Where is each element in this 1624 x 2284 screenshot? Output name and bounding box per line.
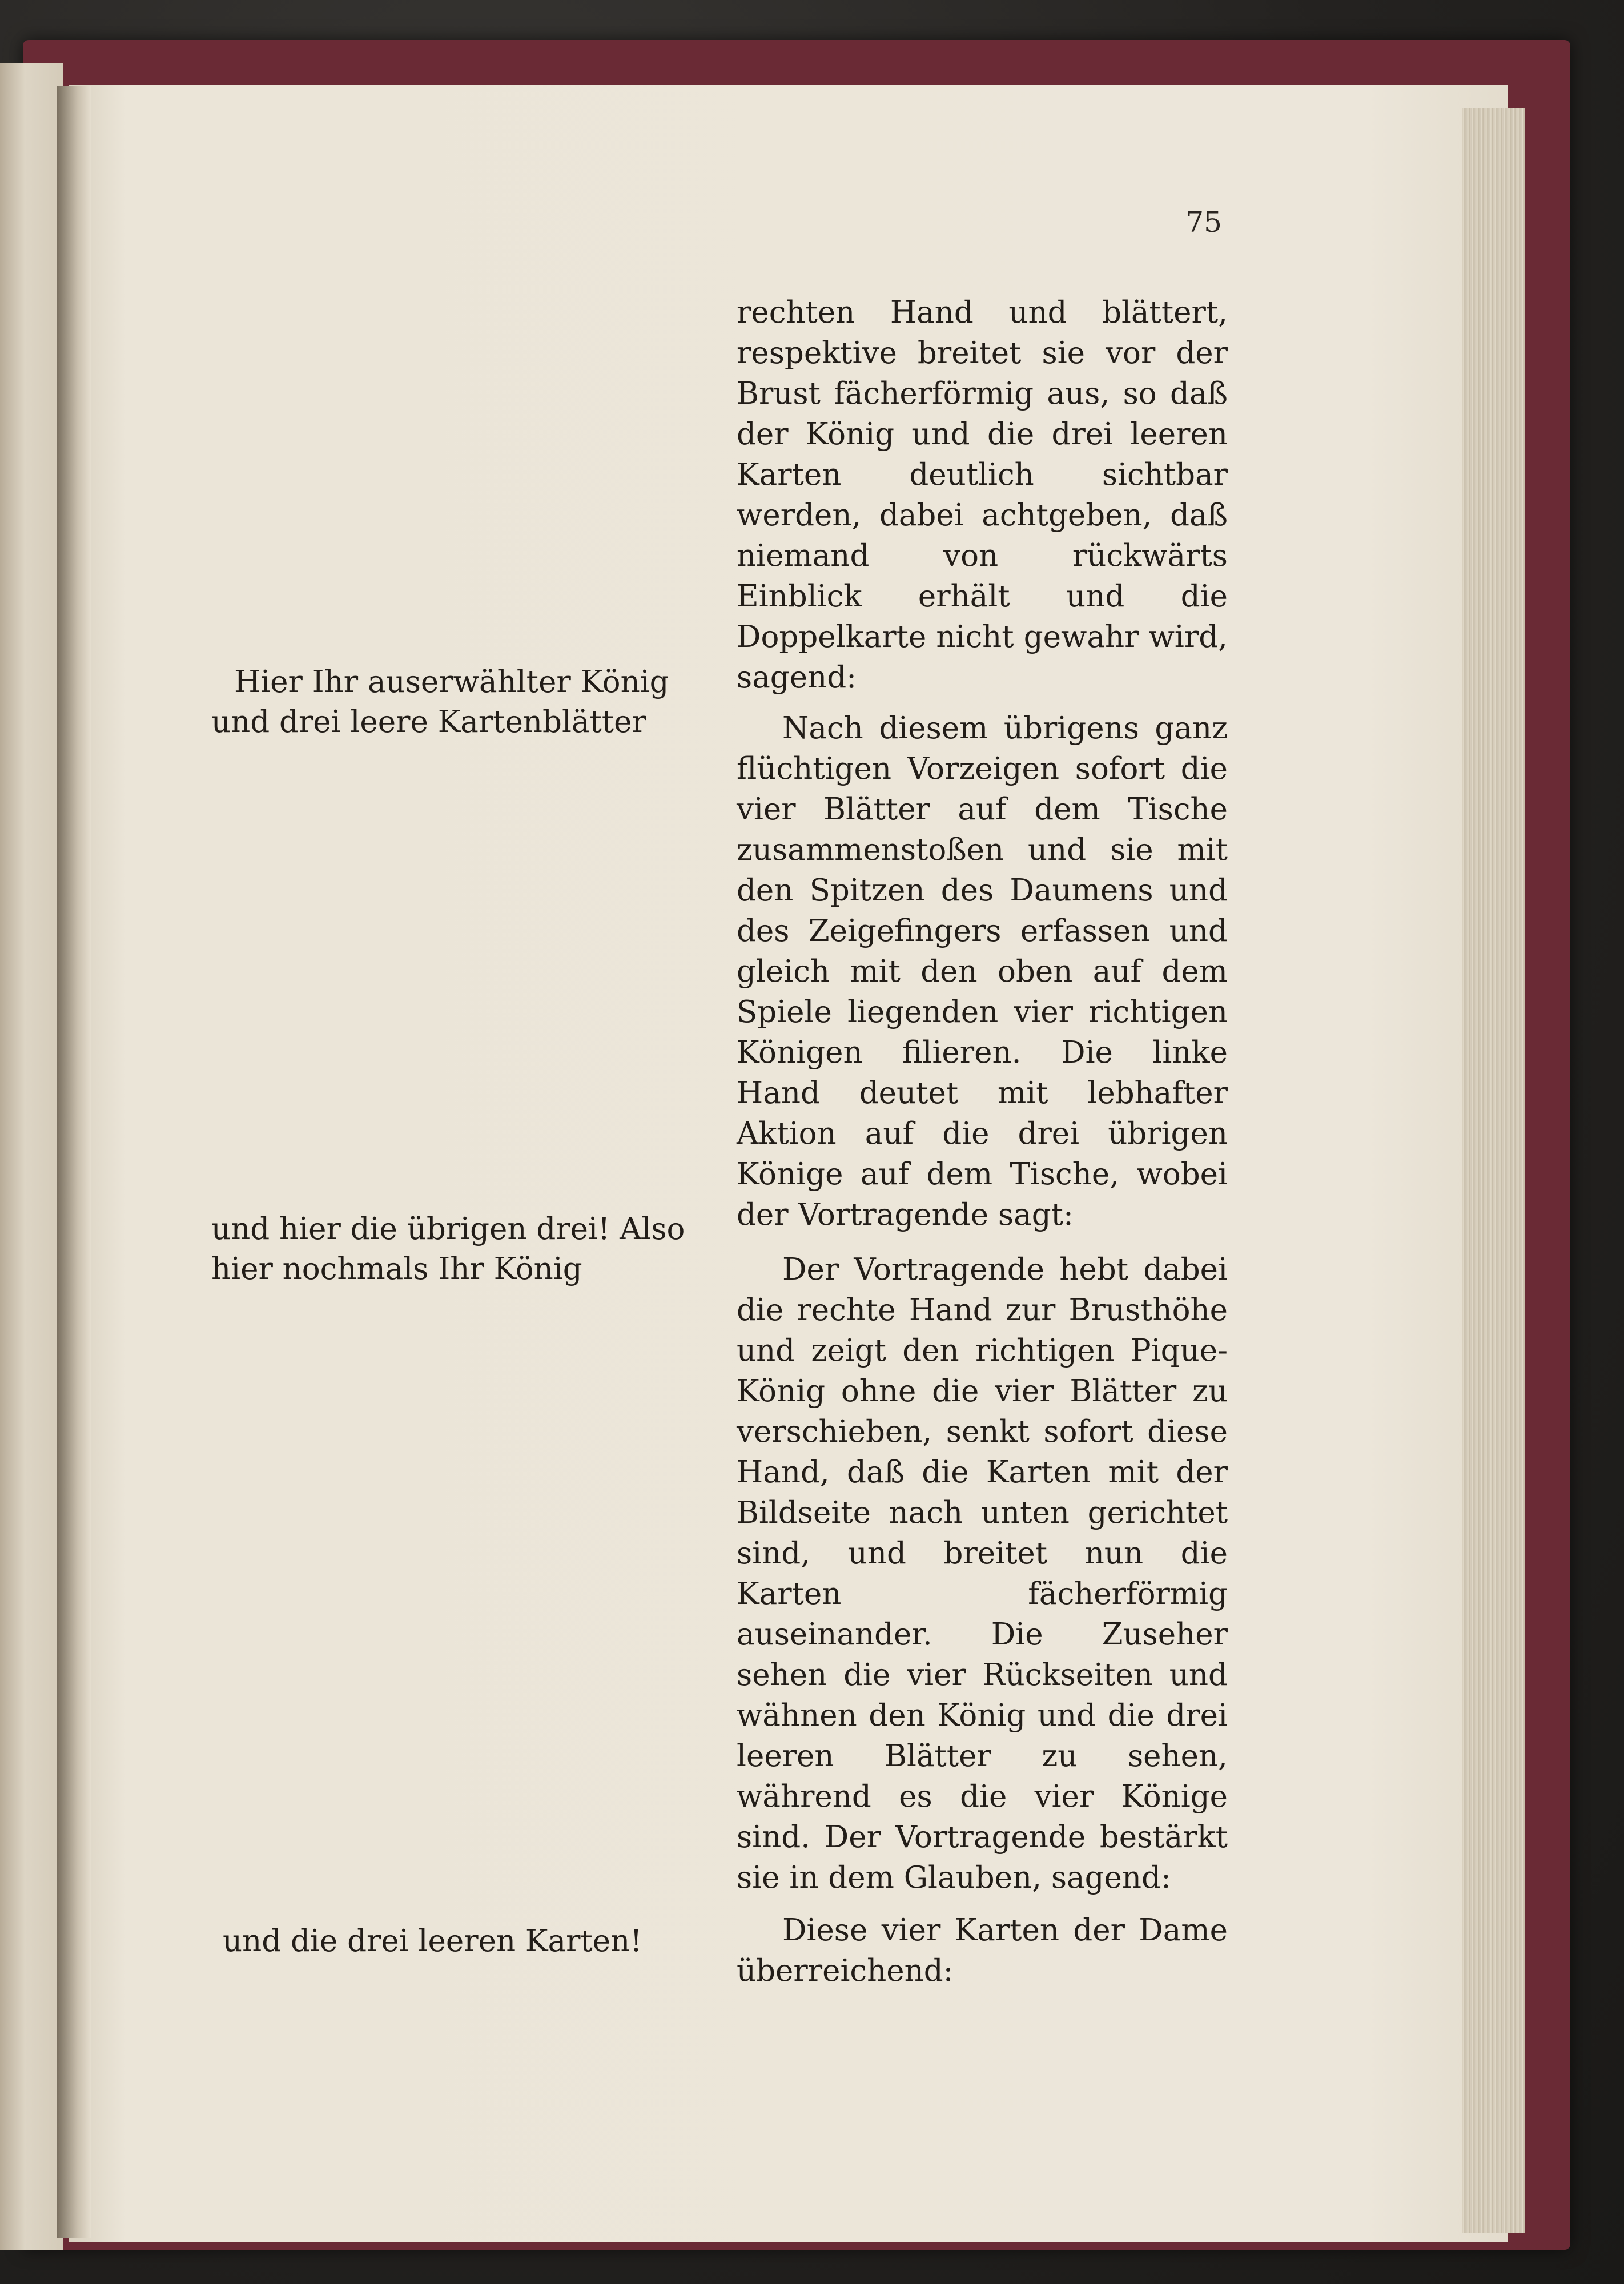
- right-paragraph-2: [737, 708, 1228, 1235]
- paragraph: Nach diesem übrigens ganz flüchtigen Vorzeigen sofort die vier Blätter auf dem Tische zusammenstoßen und sie mit den Spitzen des Daumens und des Zeigefingers erfassen und gleich mit den oben auf dem Spiele liegenden vier richtigen Königen filieren. Die linke Hand deutet mit lebhafter Aktion auf die drei übrigen Könige auf dem Tische, wobei der Vortragende sagt:: [737, 711, 1228, 1232]
- text-line: und drei leere Kartenblätter: [211, 705, 646, 739]
- previous-page-edge: [0, 63, 63, 2250]
- left-column-block-2: [211, 1209, 725, 1289]
- text-line: und die drei leeren Karten!: [223, 1924, 642, 1959]
- right-paragraph-3: [737, 1249, 1228, 1898]
- right-paragraph-1: [737, 292, 1228, 698]
- text-line: Hier Ihr auserwählter König: [234, 665, 669, 699]
- paragraph: Diese vier Karten der Dame überreichend:: [737, 1913, 1228, 1988]
- page-block-edges: [1462, 108, 1525, 2233]
- paragraph: Der Vortragende hebt dabei die rechte Hand zur Brusthöhe und zeigt den richtigen Pique-König ohne die vier Blätter zu verschieben, senkt sofort diese Hand, daß die Karten mit der Bildseite nach unten gerichtet sind, und breitet nun die Karten fächerförmig auseinander. Die Zuseher sehen die vier Rückseiten und wähnen den König und die drei leeren Blätter zu sehen, während es die vier Könige sind. Der Vortragende bestärkt sie in dem Glauben, sagend:: [737, 1252, 1228, 1895]
- left-column-block-3: [223, 1921, 737, 1961]
- right-paragraph-4: [737, 1910, 1228, 1991]
- text-line: hier nochmals Ihr König: [211, 1252, 582, 1286]
- text-line: und hier die übrigen drei! Also: [211, 1212, 685, 1246]
- left-column-block-1: [211, 662, 725, 742]
- paragraph: rechten Hand und blättert, respektive breitet sie vor der Brust fächerförmig aus, so daß der König und die drei leeren Karten deutlich sichtbar werden, dabei achtgeben, daß niemand von rückwärts Einblick erhält und die Doppelkarte nicht gewahr wird, sagend:: [737, 295, 1228, 695]
- book-gutter: [57, 86, 91, 2238]
- page-number: 75: [1185, 206, 1222, 239]
